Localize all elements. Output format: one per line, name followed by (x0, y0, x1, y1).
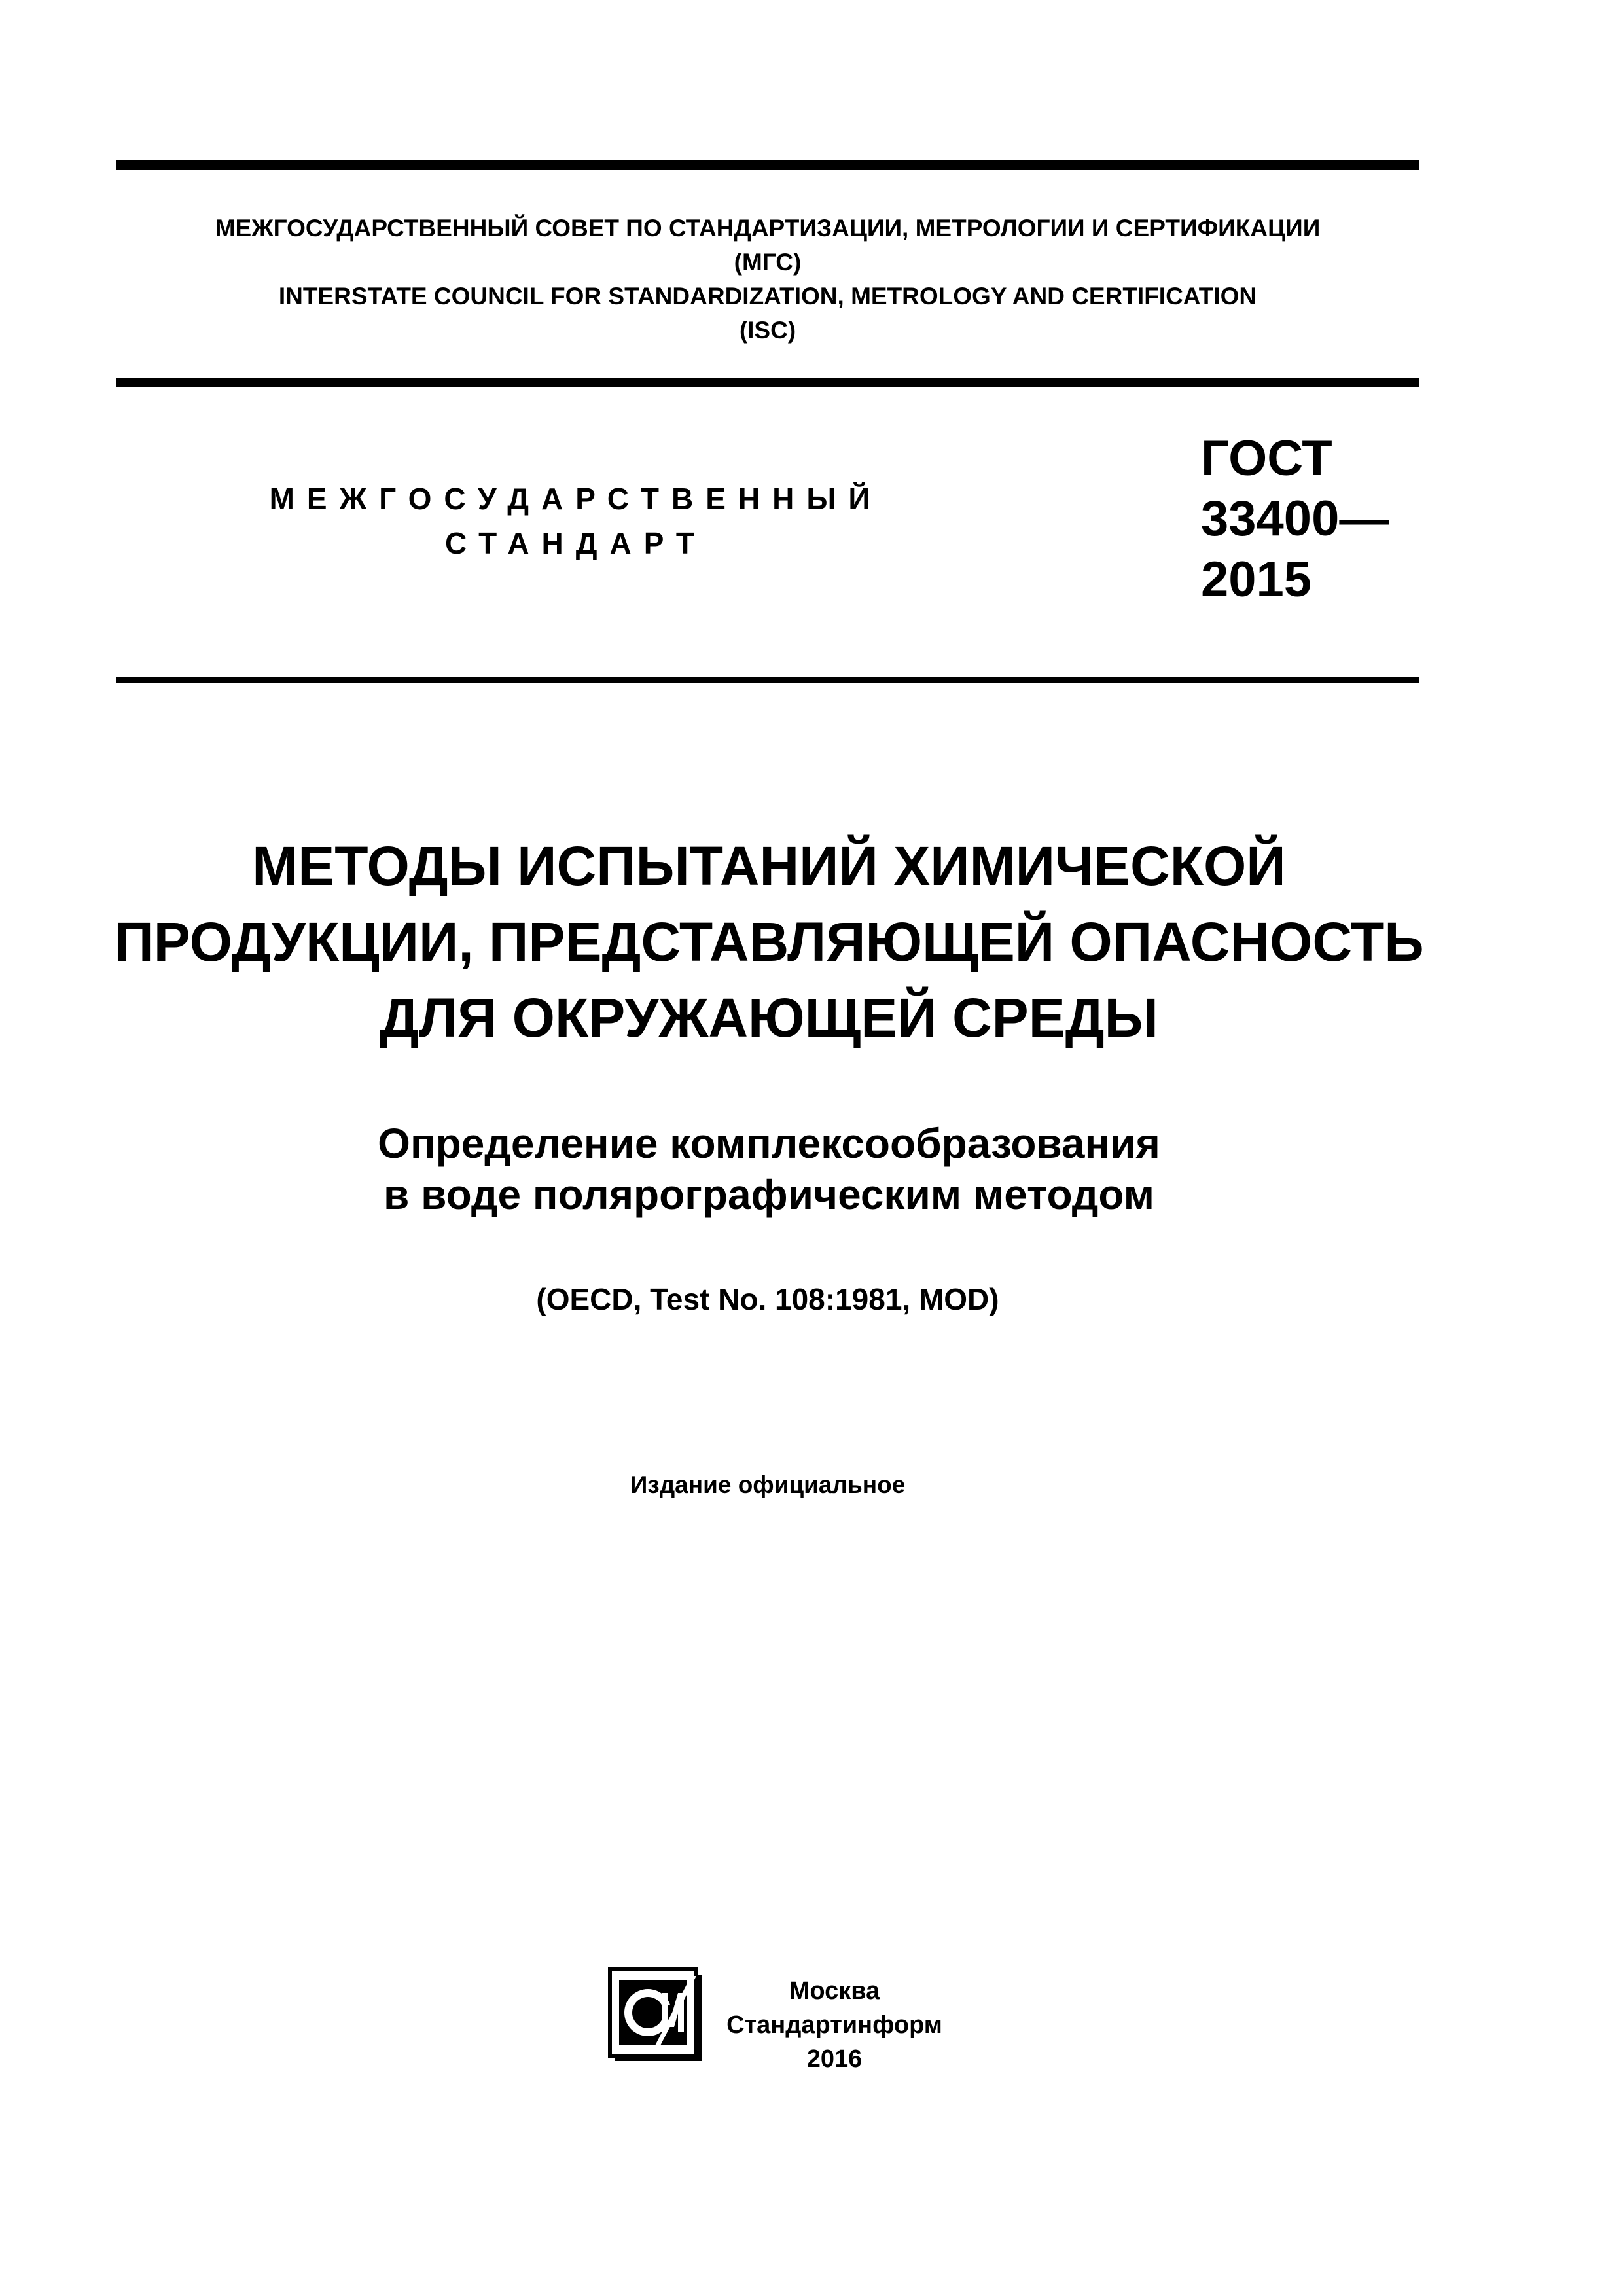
edition-note: Издание официальное (630, 1471, 906, 1498)
document-subtitle-line2: в воде полярографическим методом (383, 1171, 1154, 1218)
document-subtitle-line1: Определение комплексообразования (378, 1120, 1160, 1167)
middle-rule (116, 378, 1419, 387)
standartinform-logo-graphic (607, 1967, 705, 2065)
gost-number: 33400— (1201, 491, 1389, 547)
document-title-line3: ДЛЯ ОКРУЖАЮЩЕЙ СРЕДЫ (380, 987, 1158, 1049)
imprint-publisher: Стандартинформ (726, 2011, 942, 2039)
standard-type-line1: МЕЖГОСУДАРСТВЕННЫЙ (269, 482, 883, 516)
top-rule (116, 160, 1419, 170)
standartinform-logo-icon (607, 1967, 705, 2065)
gost-label: ГОСТ (1201, 431, 1332, 486)
council-name-ru: МЕЖГОСУДАРСТВЕННЫЙ СОВЕТ ПО СТАНДАРТИЗАЦИИ, МЕТРОЛОГИИ И СЕРТИФИКАЦИИ (215, 215, 1321, 242)
harmonization-reference: (OECD, Test No. 108:1981, MOD) (536, 1282, 999, 1316)
imprint-year: 2016 (806, 2045, 863, 2073)
council-abbr-en: (ISC) (739, 317, 796, 344)
imprint-city: Москва (789, 1977, 880, 2005)
council-name-en: INTERSTATE COUNCIL FOR STANDARDIZATION, METROLOGY AND CERTIFICATION (278, 283, 1257, 310)
standard-type-line2: СТАНДАРТ (445, 526, 707, 560)
gost-year: 2015 (1201, 552, 1312, 607)
document-title-line2: ПРОДУКЦИИ, ПРЕДСТАВЛЯЮЩЕЙ ОПАСНОСТЬ (114, 911, 1424, 973)
council-abbr-ru: (МГС) (734, 249, 802, 276)
document-title-line1: МЕТОДЫ ИСПЫТАНИЙ ХИМИЧЕСКОЙ (252, 835, 1286, 897)
bottom-rule (116, 677, 1419, 683)
